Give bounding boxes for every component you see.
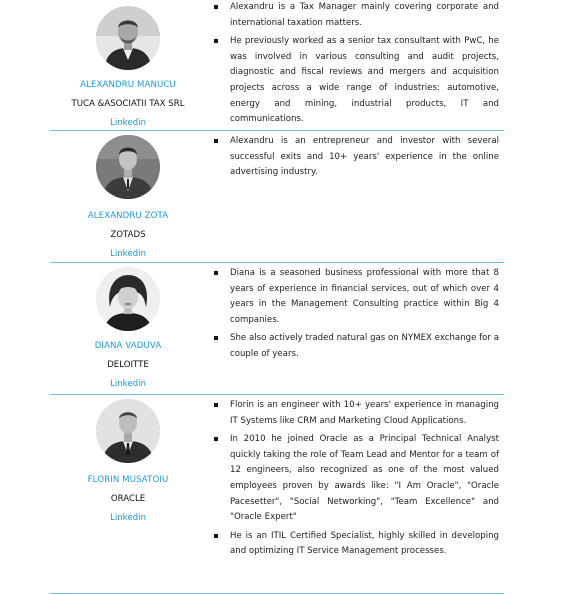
linkedin-link[interactable]: Linkedin	[110, 513, 146, 523]
team-member-row	[50, 131, 504, 263]
member-name: ALEXANDRU ZOTA	[87, 211, 169, 221]
linkedin-link[interactable]: Linkedin	[110, 379, 146, 389]
bio-item: Florin is an engineer with 10+ years' experience in managing IT Systems like CRM and Marketing Cloud Applications.	[212, 398, 499, 429]
avatar	[96, 6, 160, 70]
member-profile	[50, 6, 206, 129]
member-name: FLORIN MUSATOIU	[87, 475, 169, 485]
member-profile	[50, 399, 206, 524]
avatar	[96, 135, 160, 199]
member-name: DIANA VADUVA	[94, 341, 162, 351]
bio-item: Alexandru is an entrepreneur and investor with several successful exits and 10+ years' experience in the online advertising industry.	[212, 134, 499, 181]
bio-item: She also actively traded natural gas on NYMEX exchange for a couple of years.	[212, 331, 499, 362]
person-photo-icon	[96, 399, 160, 463]
member-company: TUCA &ASOCIATII TAX SRL	[71, 99, 185, 109]
bio-item: He is an ITIL Certified Specialist, highly skilled in developing and optimizing IT Service Management processes.	[212, 529, 499, 560]
team-member-row	[50, 395, 504, 594]
bio-item: He previously worked as a senior tax consultant with PwC, he was involved in various consulting and audit projects, diagnostic and fiscal reviews and mergers and acquisition projects across a wide range of industries: automotive, energy and mining, industrial products, IT and communications.	[212, 34, 499, 128]
bio-item: Alexandru is a Tax Manager mainly covering corporate and international taxation matters.	[212, 0, 499, 31]
linkedin-link[interactable]: Linkedin	[110, 118, 146, 128]
member-profile	[50, 267, 206, 390]
member-name: ALEXANDRU MANUCU	[80, 80, 176, 90]
bio-item: In 2010 he joined Oracle as a Principal Technical Analyst quickly taking the role of Team Lead and Mentor for a team of 12 engineers, also recognized as one of the most valued employees proven by awards like: "I Am Oracle", "Oracle Pacesetter", "Social Networking", "Team Excellence" and "Oracle Expert"	[212, 432, 499, 526]
linkedin-link[interactable]: Linkedin	[110, 249, 146, 259]
member-bio-list	[212, 266, 499, 366]
bio-item: Diana is a seasoned business professional with more that 8 years of experience in financial services, out of which over 4 years in the Management Consulting practice within Big 4 companies.	[212, 266, 499, 328]
avatar	[96, 399, 160, 463]
member-bio-list	[212, 134, 499, 184]
member-company: DELOITTE	[107, 360, 149, 370]
member-bio-list	[212, 0, 499, 131]
member-bio-list	[212, 398, 499, 563]
member-profile	[50, 135, 206, 260]
person-photo-icon	[96, 267, 160, 331]
person-photo-icon	[96, 135, 160, 199]
team-member-row	[50, 263, 504, 395]
member-company: ORACLE	[110, 494, 146, 504]
team-member-row	[50, 0, 504, 131]
member-company: ZOTADS	[110, 230, 146, 240]
person-photo-icon	[96, 6, 160, 70]
avatar	[96, 267, 160, 331]
